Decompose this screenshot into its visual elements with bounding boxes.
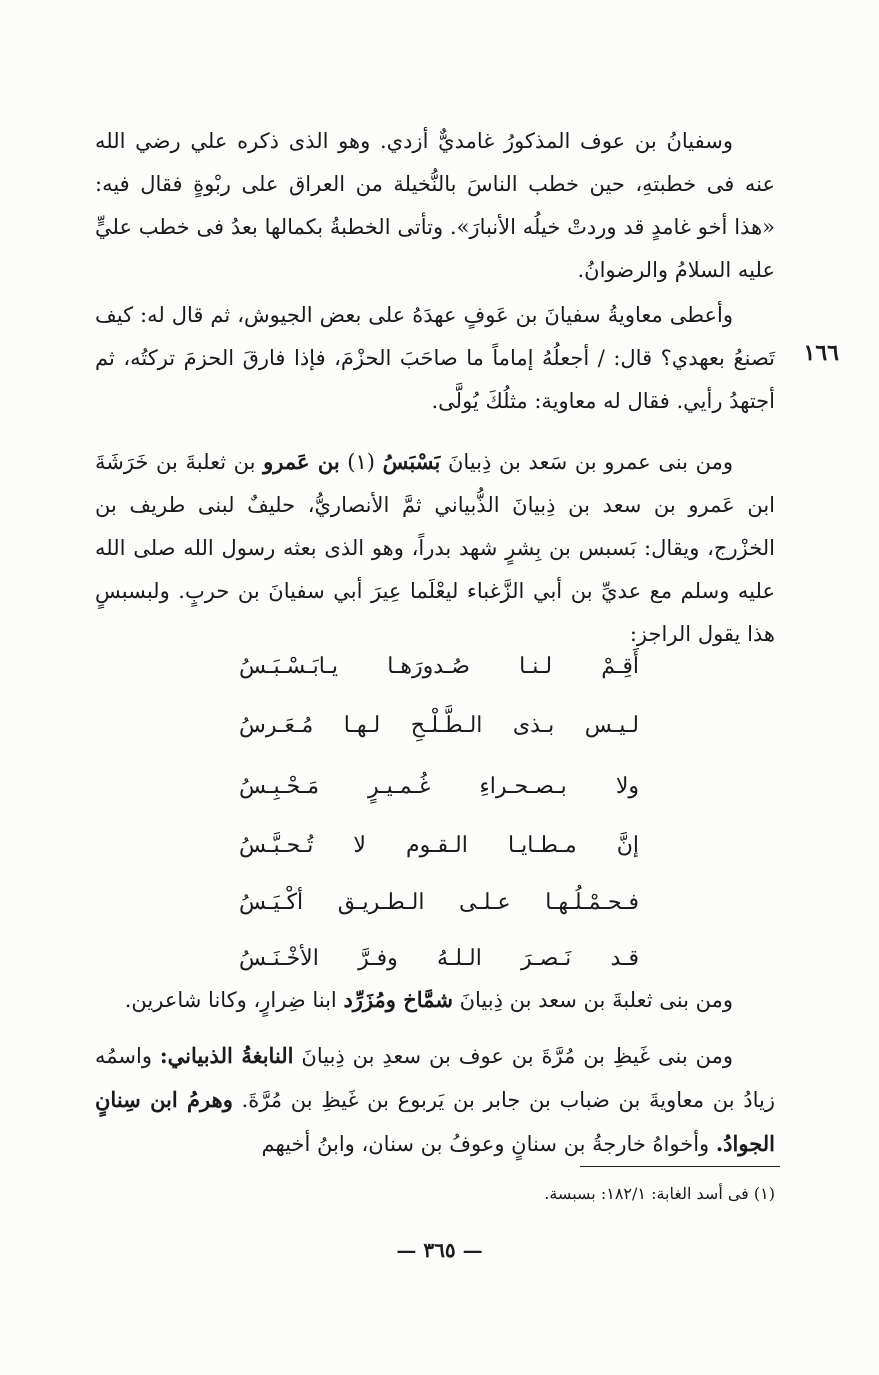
paragraph-muawiya xyxy=(95,294,775,423)
paragraph-text: (١) xyxy=(339,450,383,474)
paragraph-basbas xyxy=(95,440,775,656)
paragraph-text: ومن بنى عمرو بن سَعد بن ذِبيانَ xyxy=(440,450,734,474)
paragraph-shammakh xyxy=(95,978,775,1022)
poem-verse: لـيـس بـذى الـطَّـلْـحِ لـهـا مُـعَـرسُ xyxy=(239,713,639,738)
poem-verse: إنَّ مـطـايـا الـقـوم لا تُـحـبَّـسُ xyxy=(239,833,639,858)
bold-name: بَسْبَسُ xyxy=(382,449,441,474)
bold-name: شمَّاخ ومُزَرِّد xyxy=(343,987,453,1012)
bold-name: وهرمُ ابن سِنانٍ الجوادُ. xyxy=(95,1087,775,1156)
paragraph-sufyan-bin-awf xyxy=(95,120,775,292)
footnote-divider xyxy=(580,1166,780,1167)
poem-verse: قـد نَـصـرَ الـلـهُ وفـرَّ الأخْـنَـسُ xyxy=(239,946,639,971)
bold-name: النابغةُ الذبياني: xyxy=(159,1043,294,1068)
paragraph-text: ابنا ضِرارٍ، وكانا شاعرين. xyxy=(124,988,344,1012)
paragraph-text: وسفيانُ بن عوف المذكورُ غامديٌّ أزدي. وهو الذى ذكره علي رضي الله عنه فى خطبتهِ، حين خطب الناسَ بالنُّخيلة من العراق على ربْوةٍ فقال فيه: «هذا أخو غامدٍ قد وردتْ خيلُه الأنبارَ». وتأتى الخطبةُ بكمالها بعدُ فى خطب عليٍّ عليه السلامُ والرضوانُ. xyxy=(95,129,775,282)
paragraph-text: ومن بنى غَيظِ بن مُرَّةَ بن عوف بن سعدِ بن ذِبيانَ xyxy=(293,1044,733,1068)
paragraph-text: وأخواهُ خارجةُ بن سنانٍ وعوفُ بن سنان، وابنُ أخيهم xyxy=(261,1132,716,1156)
paragraph-nabigha xyxy=(95,1034,775,1166)
page-number: — ٣٦٥ — xyxy=(396,1238,483,1262)
paragraph-text: وأعطى معاويةُ سفيانَ بن عَوفٍ عهدَهُ على بعض الجيوش، ثم قال له: كيف تَصنعُ بعهدي؟ قال: / أجعلُهُ إماماً ما صاحَبَ الحزْمَ، فإذا فارقَ الحزمَ تركتُه، ثم أجتهدُ رأيي. فقال له معاوية: مثلُكَ يُولَّى. xyxy=(95,303,775,413)
bold-name: بن عَمرو xyxy=(263,449,340,474)
paragraph-text: بن ثعلبةَ بن خَرَشَةَ ابن عَمرو بن سعد بن ذِبيانَ الذُّبياني ثمَّ الأنصاريُّ، حليفٌ لبنى طريف بن الخزْرج، ويقال: بَسبس بن بِشرٍ شهد بدراً، وهو الذى بعثه رسول الله صلى الله عليه وسلم مع عديِّ بن أبي الزَّغباء ليعْلَما عِيرَ أبي سفيانَ بن حربٍ. ولبسبسٍ هذا يقول الراجز: xyxy=(95,450,775,646)
footnote: (١) فى أسد الغابة: ١٨٢/١: بسبسة. xyxy=(544,1184,775,1203)
poem-verse: فـحـمْـلُـهـا عـلـى الـطـريـق أكْـيَـسُ xyxy=(239,890,639,915)
paragraph-text: واسمُه زيادُ بن معاويةَ بن ضباب بن جابر بن يَربوع بن غَيظِ بن مُرَّةَ. xyxy=(95,1044,775,1112)
paragraph-text: ومن بنى ثعلبةَ بن سعد بن ذِبيانَ xyxy=(452,988,733,1012)
poem-verse: أَقِـمْ لـنـا صُـدورَهـا يـابَـسْـبَـسُ xyxy=(239,654,639,679)
margin-page-marker: ١٦٦ xyxy=(803,340,839,366)
poem-verse: ولا بـصـحـراءِ غُـمـيـرٍ مَـحْـبِـسُ xyxy=(239,774,639,799)
